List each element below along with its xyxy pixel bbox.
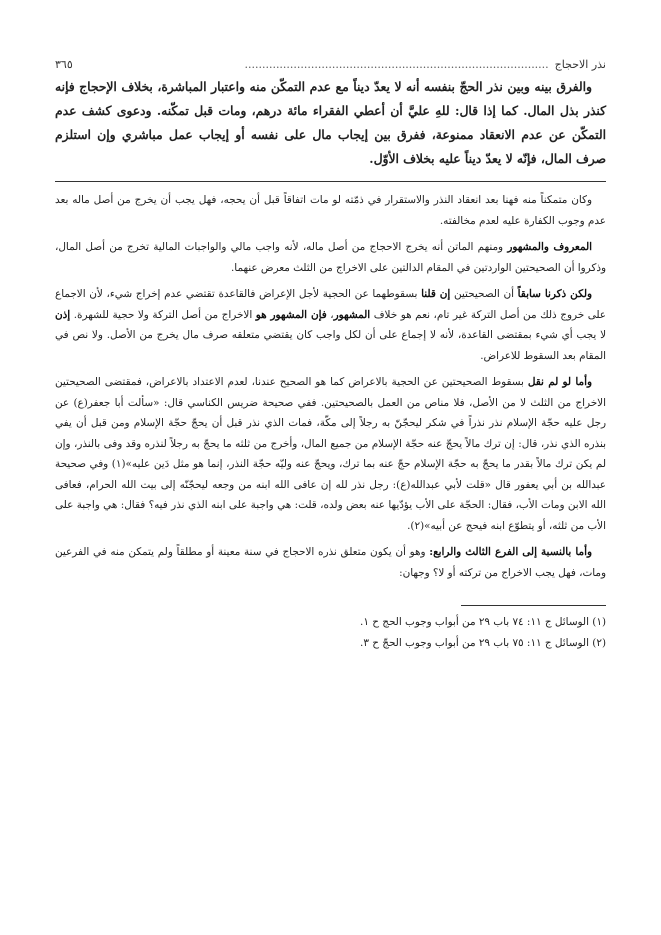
footnote-rule xyxy=(461,605,606,606)
page-header xyxy=(55,58,606,71)
bold-phrase: وأما بالنسبة إلى الفرع الثالث والرابع: xyxy=(429,546,592,558)
commentary-paragraph xyxy=(55,372,606,536)
running-title: نذر الاحجاج xyxy=(554,58,606,71)
commentary-paragraph xyxy=(55,190,606,231)
text-run: الاخراج من أصل التركة ولا حجية للشهرة. xyxy=(70,308,256,321)
text-run: ، xyxy=(326,308,334,321)
book-page xyxy=(55,58,606,654)
bold-phrase: إذن xyxy=(55,308,71,321)
footnotes xyxy=(55,612,606,654)
page-number: ٣٦٥ xyxy=(55,58,73,71)
footnote-2: (٢) الوسائل ج ١١: ٧٥ باب ٢٩ من أبواب وجوب الحجّ ح ٣. xyxy=(360,637,606,649)
text-run: أن الصحيحتين xyxy=(450,288,518,300)
section-divider xyxy=(55,181,606,182)
text-run: ومنهم الماتن أنه يخرج الاحجاج من أصل ماله، لأنه واجب مالي والواجبات المالية تخرج من أصل المال، وذكروا أن الصحيحتين الواردتين في المقام الدالتين على الاخراج من الثلث معرض عنهما. xyxy=(55,241,606,274)
text-run: لا يجب أي شيء بمقتضى القاعدة، لأنه لا إجماع على أن لكل واجب كان يقتضي متعلقه صرف مال يخرج من الأصل. ولا نص في المقام بعد السقوط للاعراض. xyxy=(55,329,606,362)
commentary-section xyxy=(55,190,606,583)
commentary-paragraph xyxy=(55,237,606,278)
text-run: بسقوطهما عن الحجية لأجل الإعراض فالقاعدة تقتضي عدم إخراج شيء، لأن الاجماع على خروج ذلك من أصل التركة غير تام، نعم هو خلاف xyxy=(55,288,606,321)
bold-phrase: المشهور xyxy=(333,308,371,321)
bold-phrase: المعروف والمشهور xyxy=(507,241,593,253)
bold-phrase: ولكن ذكرنا سابقاً xyxy=(517,288,592,300)
text-run: وكان متمكناً منه فهنا بعد انعقاد النذر والاستقرار في ذمّته لو مات اتفاقاً قبل أن يحجه، فهل يجب أن يخرج من أصل ماله بعد عدم وجوب الكفارة عليه لعدم مخالفته. xyxy=(55,194,606,227)
text-run: بسقوط الصحيحتين عن الحجية بالاعراض كما هو الصحيح عندنا، لعدم الاعتداد بالاعراض، فمقتضى الصحيحتين الاخراج من الثلث لا من الأصل، فلا مناص من العمل بالصحيحتين. ففي صحيحة ضريس الكناسي قال: «سألت أبا جعفر(ع) عن رجل عليه حجّة الإسلام نذر نذراً في شكر ليحجّنّ به رجلاً إلى مكّة، فمات الذي نذر قبل أن يحجّ حجّة الإسلام ومن قبل أن يفي بنذره الذي نذر، قال: إن ترك مالاً يحجّ عنه حجّة الإسلام من جميع المال، وأخرج من ثلثه ما يحجّ به رجلاً لنذره وقد وفى بالنذر، وإن لم يكن ترك مالاً بقدر ما يحجّ به حجّة الإسلام حجّ عنه بما ترك، ويحجّ عنه وليّه حجّة النذر، إنما هو مثل دَين عليه»(١) وفي صحيحة عبدالله بن أبي يعفور قال «قلت لأبي عبدالله(ع): رجل نذر لله إن عافى الله ابنه من وجعه ليحجّنّه إلى بيت الله الحرام، فعافى الله الابن ومات الأب، فقال: الحجّة على الأب يؤدّيها عنه بعض ولده، قلت: هي واجبة على ابنه الذي نذر فيه؟ فقال: هي واجبة على الأب من ثلثه، أو يتطوّع ابنه فيحج عن أبيه»(٢). xyxy=(55,376,606,532)
leader-dots: ....................................................................................... xyxy=(244,58,549,71)
footnote-1: (١) الوسائل ج ١١: ٧٤ باب ٢٩ من أبواب وجوب الحج ح ١. xyxy=(360,616,606,628)
main-text: والفرق بينه وبين نذر الحجّ بنفسه أنه لا يعدّ ديناً مع عدم التمكّن منه واعتبار المباشرة، بخلاف الإحجاج فإنه كنذر بذل المال. كما إذا قال: للهِ عليَّ أن أعطي الفقراء مائة درهم، ومات قبل تمكّنه. ودعوى كشف عدم التمكّن عن عدم الانعقاد ممنوعة، ففرق بين إيجاب مال على نفسه أو إيجاب عمل مباشري وإن استلزم صرف المال، فإنّه لا يعدّ ديناً عليه بخلاف الأوّل. xyxy=(55,79,606,166)
bold-phrase: فإن المشهور هو xyxy=(255,308,327,321)
commentary-paragraph xyxy=(55,284,606,366)
commentary-paragraph xyxy=(55,542,606,583)
text-run: وهو أن يكون متعلق نذره الاحجاج في سنة معينة أو مطلقاً ولم يتمكن منه في الفرعين ومات، فهل يجب الاخراج من تركته أو لا؟ وجهان: xyxy=(55,546,606,579)
bold-phrase: إن قلنا xyxy=(421,288,451,300)
bold-phrase: وأما لو لم نقل xyxy=(527,376,593,388)
